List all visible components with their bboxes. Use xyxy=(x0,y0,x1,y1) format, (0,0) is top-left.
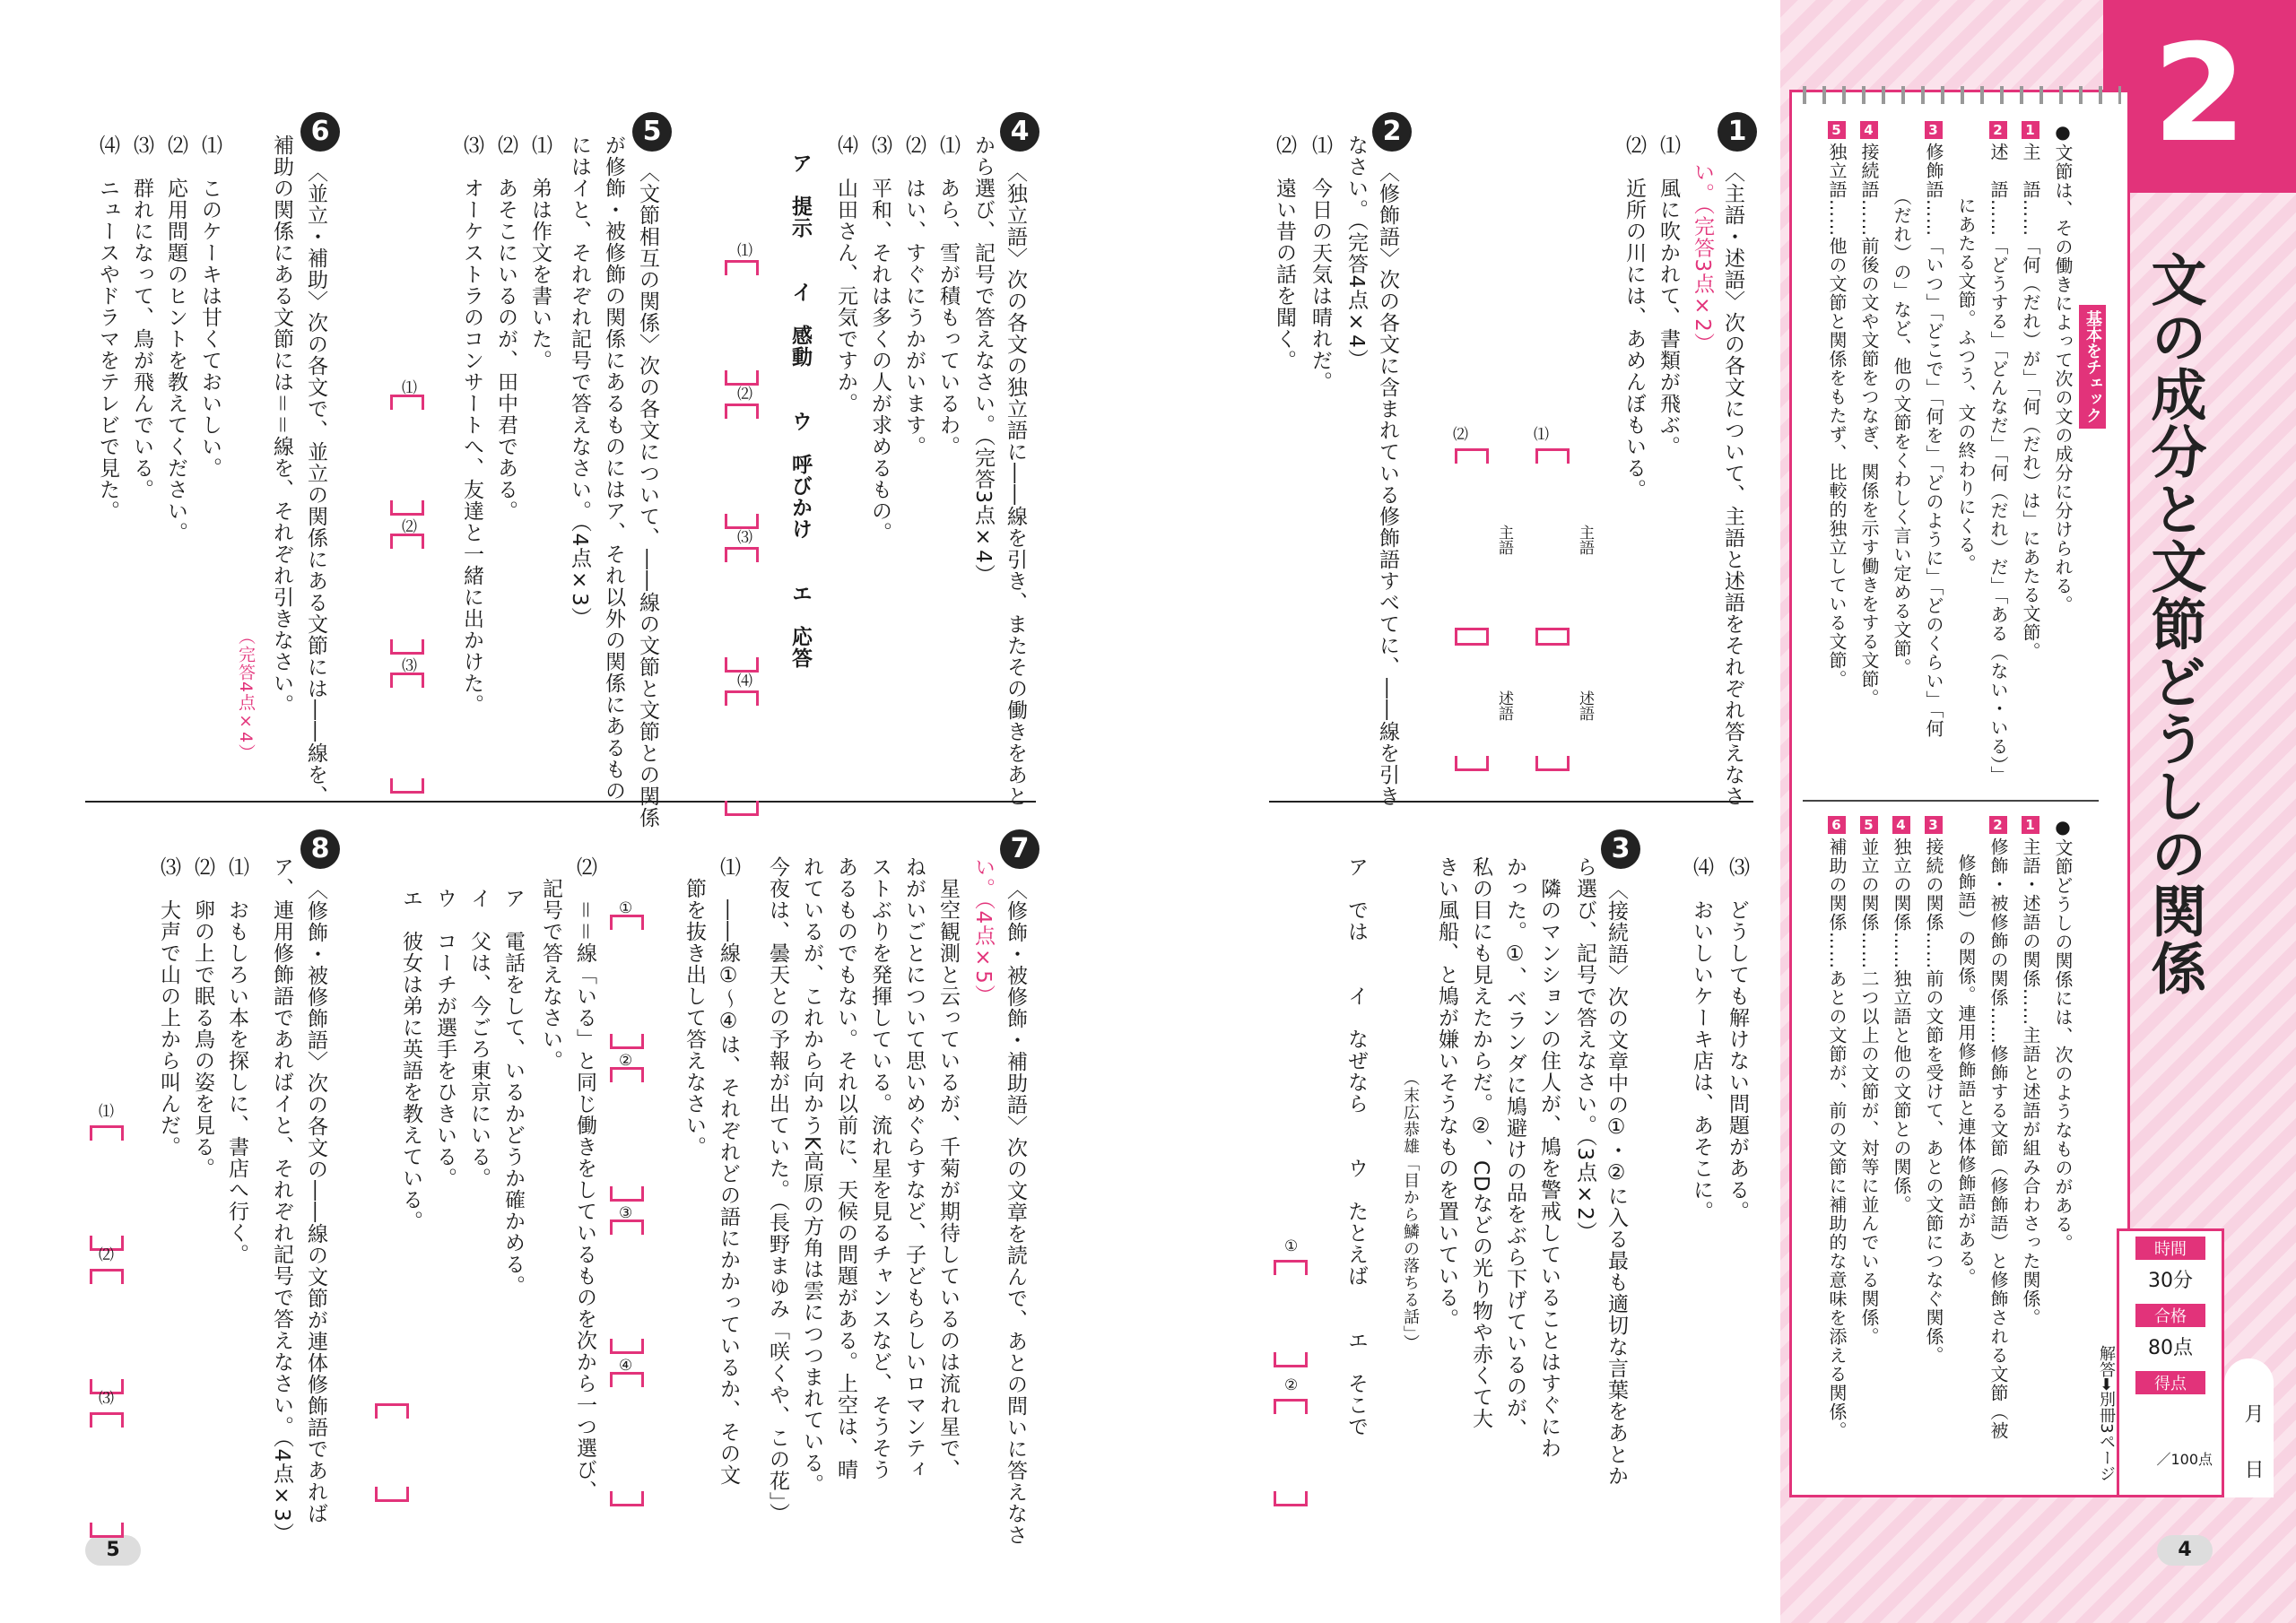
summary-left-line-7 xyxy=(1860,121,1878,707)
q5-head3: にはイと、それぞれ記号で答えなさい。（4点×3） xyxy=(568,135,591,629)
summary-right-text: 主語・述語の関係……主語と述語が組み合わさった関係。 xyxy=(2020,838,2041,1327)
summary-divider xyxy=(1803,800,2099,802)
score-label: 得点 xyxy=(2135,1371,2205,1394)
q7-sub2: ⑵ ＝＝線「いる」と同じ働きをしているものを次から一つ選び、 xyxy=(573,856,596,1502)
q1-item-1: ⑴ 風に吹かれて、書類が飛ぶ。 xyxy=(1657,135,1680,457)
q1-subject-2: 主語 xyxy=(1495,525,1513,555)
summary-right-text: 接続の関係……前の文節を受けて、あとの文節につなぐ関係。 xyxy=(1923,838,1944,1365)
q7-label-3: ③ xyxy=(619,1204,633,1222)
q8-label-1: ⑴ xyxy=(99,1103,114,1121)
q7-sub1: ⑴ ――線①～④は、それぞれどの語にかかっているか、その文 xyxy=(717,856,740,1486)
q5-item-3: ⑶ オーケストラのコンサートへ、友達と一緒に出かけた。 xyxy=(460,135,483,716)
q7-text-6: 今夜は、曇天との予報が出ていた。（長野まゆみ「咲くや、この花」） xyxy=(766,856,789,1524)
summary-right-line-5 xyxy=(1925,816,1943,1365)
summary-right-badge: 6 xyxy=(1828,816,1846,834)
q7-text-2: ねがいごとについて思いめぐらすなど、子どもらしいロマンティ xyxy=(902,856,926,1480)
q7-label-4: ④ xyxy=(619,1357,633,1375)
q7-answer-1[interactable] xyxy=(610,915,639,1049)
q3-text-2: かった。①、ベランダに鳩避けの品をぶら下げているのが、 xyxy=(1503,856,1526,1440)
q3-answer-2[interactable] xyxy=(1274,1399,1302,1506)
q1-item-2: ⑵ 近所の川には、あめんぼもいる。 xyxy=(1622,135,1646,500)
q5-label-3: ⑶ xyxy=(402,657,417,675)
q5-head: 〈文節相互の関係〉次の各文について、――線の文節と文節との関係 xyxy=(636,161,659,829)
q4-label-4: ⑷ xyxy=(737,673,752,690)
q3-label-a1: ① xyxy=(1284,1237,1299,1255)
summary-right-line-1 xyxy=(2054,816,2072,1253)
q2-item-2: ⑵ 遠い昔の話を聞く。 xyxy=(1273,135,1296,371)
q5-item-1: ⑴ 弟は作文を書いた。 xyxy=(528,135,552,371)
summary-left-line-8 xyxy=(1828,121,1846,689)
summary-left-text: 独立語……他の文節と関係をもたず、比較的独立している文節。 xyxy=(1826,143,1848,689)
pass-label: 合格 xyxy=(2135,1304,2205,1327)
q2-item-3: ⑶ どうしても解けない問題がある。 xyxy=(1726,856,1749,1222)
q6-item-1: ⑴ このケーキは甘くておいしい。 xyxy=(198,135,222,479)
summary-right-text: 並立の関係……二つ以上の文節が、対等に並んでいる関係。 xyxy=(1858,838,1880,1346)
q7-head: 〈修飾・被修飾・補助語〉次の文章を読んで、あとの問いに答えなさ xyxy=(1004,879,1027,1546)
summary-left-line-2 xyxy=(2022,121,2039,661)
q8-answer-2[interactable] xyxy=(90,1269,118,1394)
q4-item-2: ⑵ はい、すぐにうかがいます。 xyxy=(902,135,926,457)
q7-answer-2[interactable] xyxy=(610,1067,639,1202)
q6-item-3: ⑶ 群れになって、鳥が飛んでいる。 xyxy=(130,135,153,500)
q7-answer-3[interactable] xyxy=(610,1219,639,1354)
month-label: 月 xyxy=(2241,1403,2264,1423)
q1-subject-1: 主語 xyxy=(1576,525,1594,555)
summary-left-badge: 5 xyxy=(1828,121,1846,139)
unit-number: 2 xyxy=(2152,16,2247,172)
q3-text-3: 私の目にも見えたからだ。②、CDなどの光り物や赤くて大 xyxy=(1469,856,1492,1429)
q5-answer-1[interactable] xyxy=(390,395,419,516)
q7-label-1: ① xyxy=(619,899,633,917)
date-box xyxy=(2224,1358,2274,1497)
summary-right-line-2 xyxy=(2022,816,2039,1327)
q1-label-n1: ⑴ xyxy=(1534,426,1549,444)
summary-right-line-6 xyxy=(1892,816,1910,1214)
summary-right-badge: 5 xyxy=(1860,816,1878,834)
summary-right-line-3 xyxy=(1989,816,2007,1440)
summary-left-line-1 xyxy=(2054,121,2072,614)
q8-label-2: ⑵ xyxy=(99,1246,114,1264)
summary-left-line-3 xyxy=(1989,121,2007,785)
summary-left-line-4 xyxy=(1957,121,1975,573)
q5-number: 5 xyxy=(632,112,672,152)
left-page-divider xyxy=(85,801,1036,803)
q3-head2: ら選び、記号で答えなさい。（3点×2） xyxy=(1573,856,1596,1243)
summary-left-text: にあたる文節。ふつう、文の終わりにくる。 xyxy=(1955,121,1977,573)
q4-label-1: ⑴ xyxy=(737,242,752,260)
q1-answer-2-predicate[interactable] xyxy=(1455,628,1483,771)
score-total: ／100点 xyxy=(2156,1451,2213,1468)
q4-head2: から選び、記号で答えなさい。（完答3点×4） xyxy=(971,135,995,586)
q7-text-1: 星空観測と云っているが、千菊が期待しているのは流れ星で、 xyxy=(936,856,960,1480)
q5-answer-2[interactable] xyxy=(390,534,419,655)
q5-label-2: ⑵ xyxy=(402,518,417,536)
summary-right-badge: 3 xyxy=(1925,816,1943,834)
q2-head: 〈修飾語〉次の各文に含まれている修飾語すべてに、――線を引き xyxy=(1376,161,1399,807)
q6-item-4: ⑷ ニュースやドラマをテレビで見た。 xyxy=(96,135,119,522)
q4-choices: ア 提示 イ 感動 ウ 呼びかけ エ 応答 xyxy=(788,152,812,669)
q8-number: 8 xyxy=(300,829,340,869)
q4-answer-3[interactable] xyxy=(725,547,753,673)
q8-item-3: ⑶ 大声で山の上から叫んだ。 xyxy=(157,856,180,1158)
score-box xyxy=(2117,1228,2224,1497)
q7-head2: い。（4点×5） xyxy=(971,856,995,1006)
q7-text-4: あるものでもない。それ以前に、天候の問題がある。上空は、晴 xyxy=(834,856,857,1480)
q8-label-3: ⑶ xyxy=(99,1390,114,1408)
q7-sub2b: 記号で答えなさい。 xyxy=(539,856,562,1072)
q4-item-4: ⑷ 山田さん、元気ですか。 xyxy=(834,135,857,414)
summary-right-badge: 2 xyxy=(1989,816,2007,834)
check-label: 基本をチェック xyxy=(2079,305,2106,429)
q6-head2: 補助の関係にある文節には＝＝線を、それぞれ引きなさい。 xyxy=(270,135,293,716)
q1-answer-1-predicate[interactable] xyxy=(1535,628,1564,771)
q8-item-2: ⑵ 卵の上で眠る鳥の姿を見る。 xyxy=(191,856,214,1179)
unit-title: 文の成分と文節どうしの関係 xyxy=(2142,251,2207,997)
q1-head2: い。（完答3点×2） xyxy=(1691,161,1714,354)
q2-head2: なさい。（完答4点×4） xyxy=(1344,135,1368,370)
q7-number: 7 xyxy=(1000,829,1039,869)
q6-item-2: ⑵ 応用問題のヒントを教えてください。 xyxy=(164,135,187,543)
q5-head2: が修飾・被修飾の関係にあるものにはア、それ以外の関係にあるもの xyxy=(602,135,625,802)
q2-item-4: ⑷ おいしいケーキ店は、あそこに。 xyxy=(1690,856,1713,1222)
summary-left-line-6 xyxy=(1892,121,1910,677)
q7-text-5: れているが、これから向かうK高原の方角は雲につつまれている。 xyxy=(800,856,823,1496)
q6-points: （完答4点×4） xyxy=(236,628,256,762)
q8-answer-3[interactable] xyxy=(90,1412,118,1538)
summary-right-text: 修飾語）の関係。連用修飾語と連体修飾語がある。 xyxy=(1955,816,1977,1287)
page-number-left: 5 xyxy=(85,1535,141,1566)
q7-sub1b: 節を抜き出して答えなさい。 xyxy=(683,856,706,1158)
time-label: 時間 xyxy=(2135,1237,2205,1260)
q1-head: 〈主語・述語〉次の各文について、主語と述語をそれぞれ答えなさ xyxy=(1721,161,1744,807)
summary-right-badge: 1 xyxy=(2022,816,2039,834)
summary-left-text: 修飾語……「いつ」「どこで」「何を」「どのように」「どのくらい」「何 xyxy=(1923,143,1944,738)
summary-right-line-4 xyxy=(1957,816,1975,1287)
summary-left-badge: 1 xyxy=(2022,121,2039,139)
q3-text-source: （末広恭雄「目から鱗の落ちる話」） xyxy=(1401,856,1420,1351)
spiral-rings xyxy=(1803,86,2121,104)
q4-item-1: ⑴ あら、雪が積もっているわ。 xyxy=(936,135,960,457)
q3-choices: ア では イ なぜなら ウ たとえば エ そこで xyxy=(1344,856,1368,1437)
q6-head: 〈並立・補助〉次の各文で、並立の関係にある文節には――線を、 xyxy=(304,161,327,807)
q5-answer-3[interactable] xyxy=(390,673,419,794)
q7-choice-a: ア 電話をして、いるかどうか確かめる。 xyxy=(501,888,525,1297)
summary-right-text: 独立の関係……独立語と他の文節との関係。 xyxy=(1891,838,1912,1214)
q4-answer-4[interactable] xyxy=(725,690,753,816)
q1-label-n2: ⑵ xyxy=(1453,426,1468,444)
q3-answer-1[interactable] xyxy=(1274,1260,1302,1367)
q4-item-3: ⑶ 平和、それは多くの人が求めるもの。 xyxy=(868,135,891,543)
summary-left-line-5 xyxy=(1925,121,1943,738)
q7-text-3: ストぶりを発揮している。流れ星を見るチャンスなど、そうそう xyxy=(868,856,891,1480)
q3-text-1: 隣のマンションの住人が、鳩を警戒していることはすぐにわ xyxy=(1537,856,1561,1459)
q2-item-1: ⑴ 今日の天気は晴れだ。 xyxy=(1309,135,1332,393)
summary-left-text: 接続語……前後の文や文節をつなぎ、関係を示す働きをする文節。 xyxy=(1858,143,1880,707)
q3-number: 3 xyxy=(1601,829,1640,869)
q1-answer-1-subject[interactable] xyxy=(1535,448,1564,646)
summary-left-text: 述 語……「どうする」「どんなだ」「何（だれ）だ」「ある（ない・いる）」 xyxy=(1987,143,2009,785)
q7-choice-i: イ 父は、今ごろ東京にいる。 xyxy=(467,888,491,1189)
q1-number: 1 xyxy=(1718,112,1757,152)
summary-right-text: 補助の関係……あとの文節が、前の文節に補助的な意味を添える関係。 xyxy=(1826,838,1848,1440)
page-number-right: 4 xyxy=(2157,1535,2213,1566)
summary-right-text: ●文節どうしの関係には、次のようなものがある。 xyxy=(2052,816,2074,1253)
q4-label-2: ⑵ xyxy=(737,386,752,404)
pass-value: 80点 xyxy=(2148,1337,2193,1359)
q4-number: 4 xyxy=(1000,112,1039,152)
q5-label-1: ⑴ xyxy=(402,379,417,397)
q3-text-4: きい風船、と鳩が嫌いそうなものを置いている。 xyxy=(1435,856,1458,1330)
q5-item-2: ⑵ あそこにいるのが、田中君である。 xyxy=(494,135,517,522)
q8-head: 〈修飾・被修飾語〉次の各文の――線の文節が連体修飾語であれば xyxy=(304,879,327,1524)
summary-right-line-8 xyxy=(1828,816,1846,1440)
summary-left-badge: 3 xyxy=(1925,121,1943,139)
q7-answer-sub2[interactable] xyxy=(375,1403,404,1502)
summary-right-badge: 4 xyxy=(1892,816,1910,834)
summary-left-text: 主 語……「何（だれ）が」「何（だれ）は」にあたる文節。 xyxy=(2020,143,2041,661)
q3-head: 〈接続語〉次の文章中の①・②に入る最も適切な言葉をあとか xyxy=(1605,879,1628,1487)
q6-number: 6 xyxy=(300,112,340,152)
q7-answer-4[interactable] xyxy=(610,1372,639,1506)
q7-choice-u: ウ コーチが選手をひきいる。 xyxy=(433,888,457,1189)
q4-answer-2[interactable] xyxy=(725,404,753,529)
answer-reference: 解答➡別冊3ページ xyxy=(2097,1345,2116,1482)
q3-label-a2: ② xyxy=(1284,1376,1299,1394)
q1-predicate-1: 述語 xyxy=(1576,690,1594,721)
q1-answer-2-subject[interactable] xyxy=(1455,448,1483,646)
q4-label-3: ⑶ xyxy=(737,529,752,547)
q8-answer-1[interactable] xyxy=(90,1125,118,1251)
q4-head: 〈独立語〉次の各文の独立語に――線を引き、またその働きをあと xyxy=(1004,161,1027,807)
q4-answer-1[interactable] xyxy=(725,260,753,386)
summary-right-line-7 xyxy=(1860,816,1878,1346)
time-value: 30分 xyxy=(2148,1270,2193,1292)
summary-left-text: （だれ）の」など、他の文節をくわしく言い定める文節。 xyxy=(1891,121,1912,677)
right-page-divider xyxy=(1269,801,1753,803)
summary-right-text: 修飾・被修飾の関係……修飾する文節（修飾語）と修飾される文節（被 xyxy=(1987,838,2009,1440)
day-label: 日 xyxy=(2241,1459,2264,1479)
q7-label-2: ② xyxy=(619,1052,633,1070)
q7-choice-e: エ 彼女は弟に英語を教えている。 xyxy=(399,888,422,1232)
summary-left-badge: 2 xyxy=(1989,121,2007,139)
q8-item-1: ⑴ おもしろい本を探しに、書店へ行く。 xyxy=(225,856,248,1265)
q8-head2: ア、連用修飾語であればイと、それぞれ記号で答えなさい。（4点×3） xyxy=(270,856,293,1544)
summary-left-text: ●文節は、その働きによって次の文の成分に分けられる。 xyxy=(2052,121,2074,614)
summary-left-badge: 4 xyxy=(1860,121,1878,139)
q1-predicate-2: 述語 xyxy=(1495,690,1513,721)
q2-number: 2 xyxy=(1372,112,1412,152)
